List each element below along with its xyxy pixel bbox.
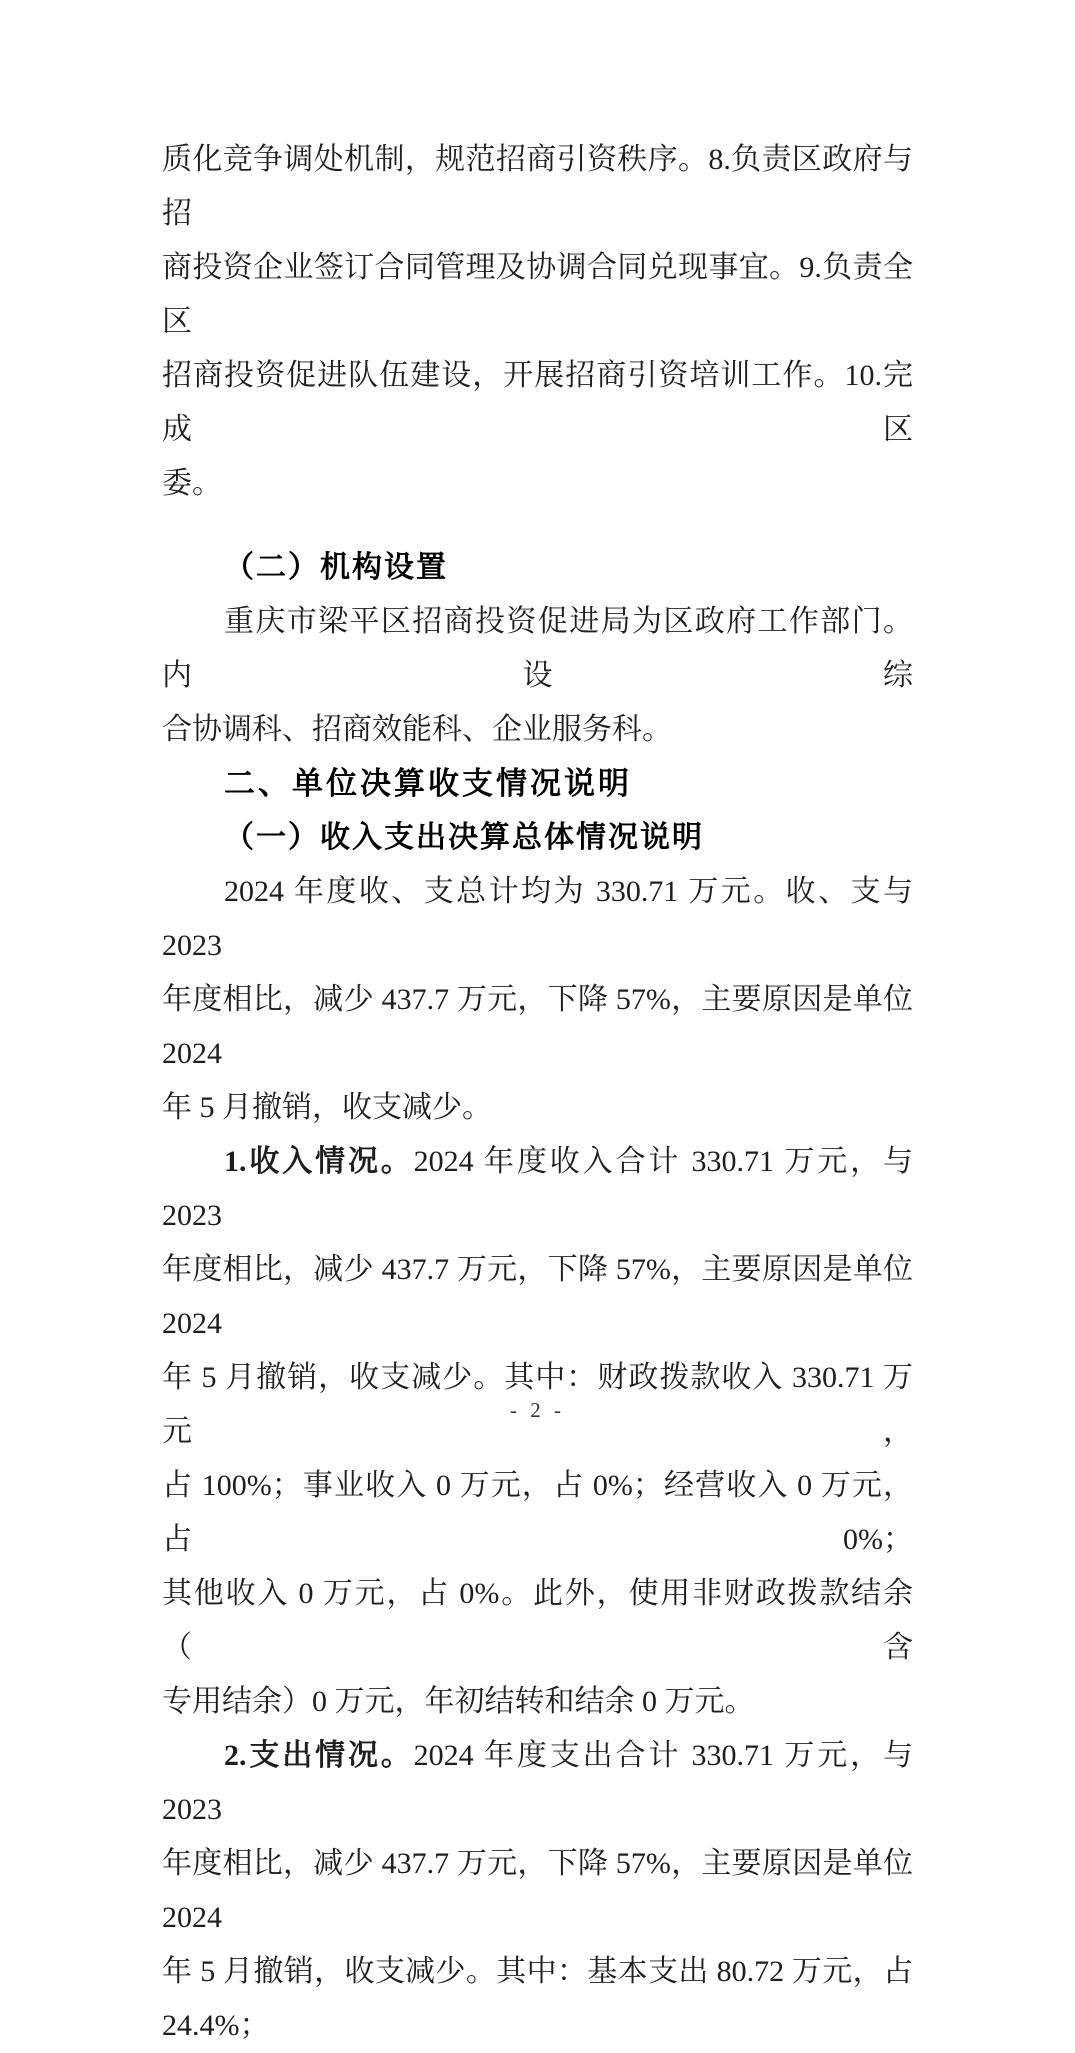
body-line: 专用结余）0 万元，年初结转和结余 0 万元。 [162, 1685, 755, 1718]
body-line: 年度相比，减少 437.7 万元，下降 57%，主要原因是单位 2024 [162, 1847, 913, 1934]
paragraph-continuation [162, 133, 913, 511]
section-heading-budget-overview: 二、单位决算收支情况说明 [224, 766, 632, 801]
body-line: 重庆市梁平区招商投资促进局为区政府工作部门。内设综 [162, 605, 913, 692]
body-line: 其他收入 0 万元，占 0%。此外，使用非财政拨款结余（含 [162, 1577, 913, 1664]
section-heading-organization: （二）机构设置 [224, 551, 448, 584]
paragraph-income [162, 1135, 913, 1729]
body-line [162, 1135, 913, 1243]
body-line: 占 100%；事业收入 0 万元，占 0%；经营收入 0 万元，占 0%； [162, 1469, 913, 1556]
run-in-heading-income: 1.收入情况。 [224, 1145, 414, 1178]
body-line: 合协调科、招商效能科、企业服务科。 [162, 713, 672, 746]
paragraph-overview [162, 865, 913, 1135]
paragraph-expenditure [162, 1729, 913, 2053]
body-line: 质化竞争调处机制，规范招商引资秩序。8.负责区政府与招 [162, 143, 913, 230]
body-line: 年 5 月撤销，收支减少。其中：财政拨款收入 330.71 万元， [162, 1361, 913, 1448]
run-in-heading-expenditure: 2.支出情况。 [224, 1739, 414, 1772]
paragraph-organization [162, 595, 913, 757]
body-line: 年 5 月撤销，收支减少。 [162, 1091, 492, 1124]
body-line [162, 1729, 913, 1837]
body-line: 委。 [162, 467, 222, 500]
body-text: 2024 年度收入合计 330.71 万元，与 2023 [162, 1145, 914, 1232]
body-line: 2024 年度收、支总计均为 330.71 万元。收、支与 2023 [162, 875, 913, 962]
body-line: 年 5 月撤销，收支减少。其中：基本支出 80.72 万元，占 24.4%； [162, 1955, 913, 2042]
body-text: 2024 年度支出合计 330.71 万元，与 2023 [162, 1739, 914, 1826]
body-line: 招商投资促进队伍建设，开展招商引资培训工作。10.完成区 [162, 359, 913, 446]
body-line: 年度相比，减少 437.7 万元，下降 57%，主要原因是单位 2024 [162, 1253, 913, 1340]
document-page [162, 133, 913, 2053]
body-line: 年度相比，减少 437.7 万元，下降 57%，主要原因是单位 2024 [162, 983, 913, 1070]
section-heading-income-expenditure: （一）收入支出决算总体情况说明 [224, 821, 704, 854]
page-number: - 2 - [510, 1398, 565, 1422]
body-line: 商投资企业签订合同管理及协调合同兑现事宜。9.负责全区 [162, 251, 913, 338]
